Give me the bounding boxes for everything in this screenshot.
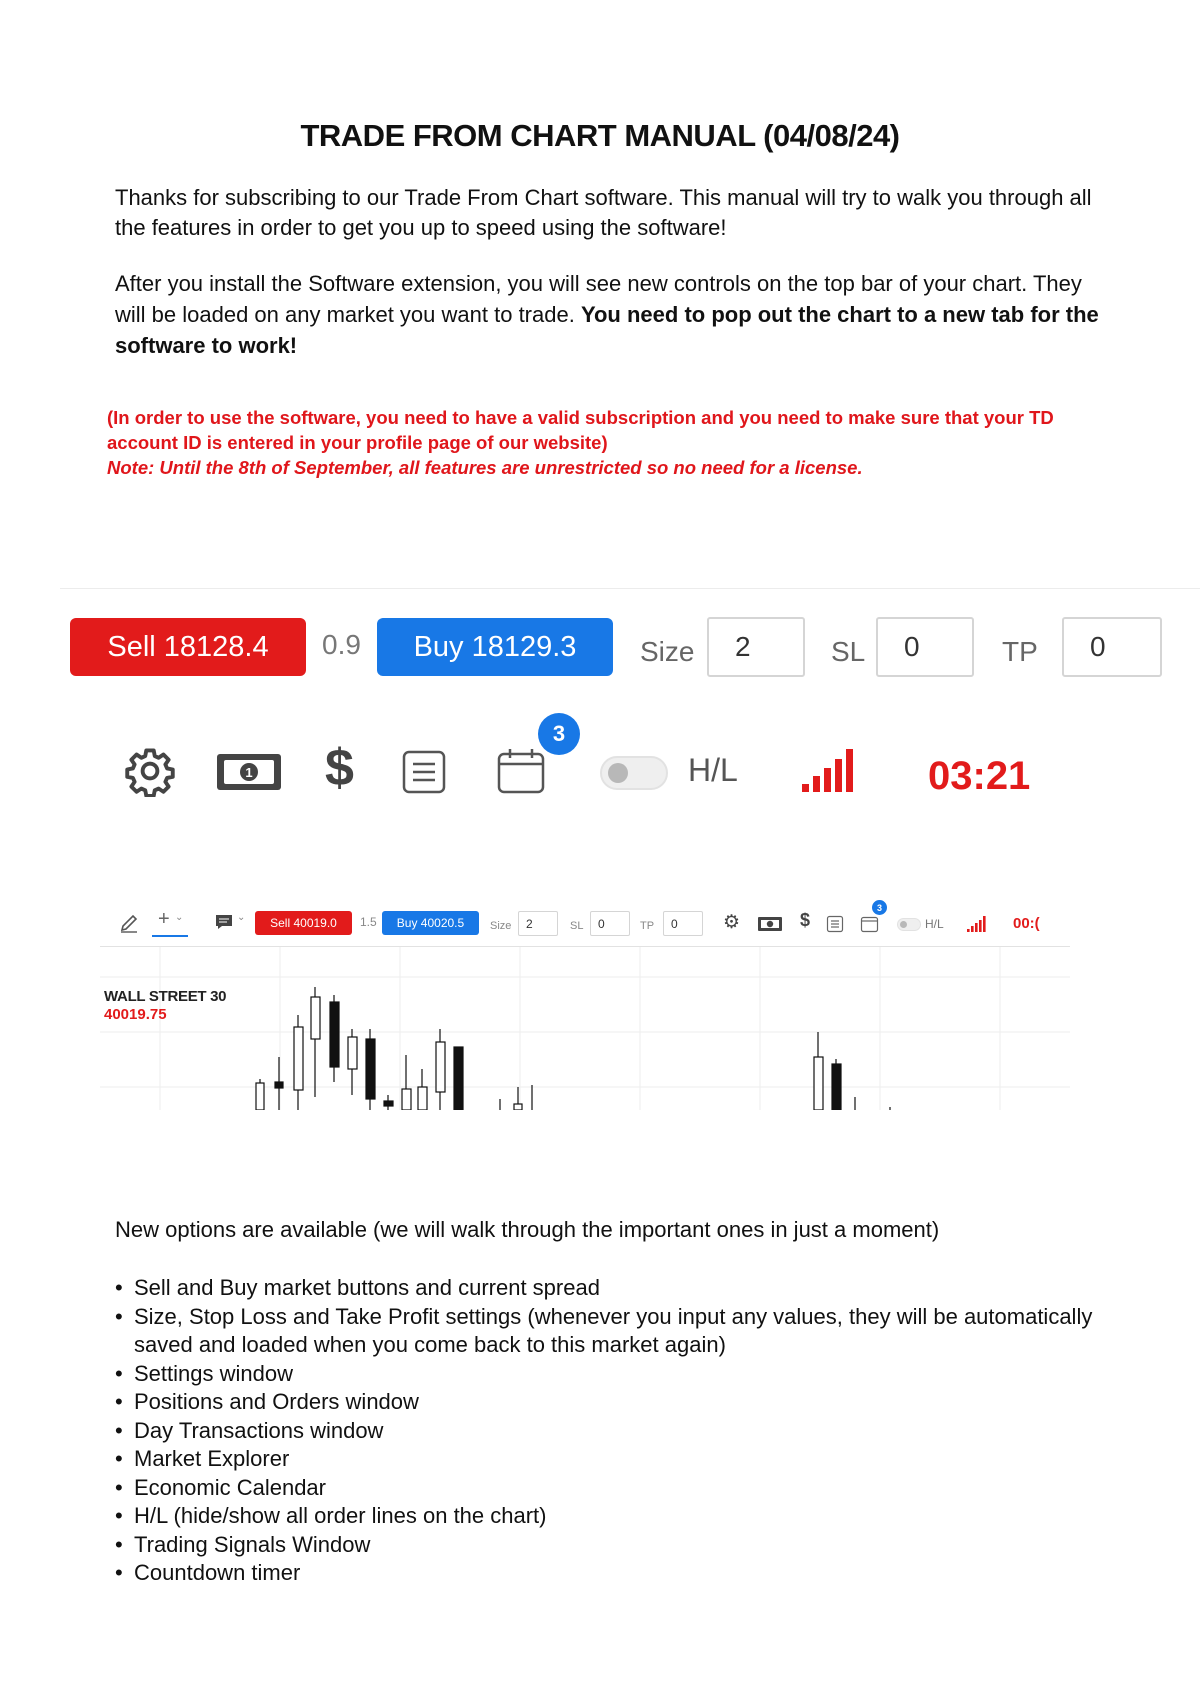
stop-loss-input[interactable]: 0: [876, 617, 974, 677]
gear-icon[interactable]: [124, 745, 176, 797]
svg-text:1: 1: [245, 765, 253, 780]
toggle-knob: [608, 763, 628, 783]
market-name: WALL STREET 30: [104, 988, 227, 1005]
mini-money-icon[interactable]: [757, 916, 783, 932]
countdown-timer: 03:21: [928, 754, 1031, 798]
pencil-icon[interactable]: [118, 912, 140, 934]
mini-calendar-icon[interactable]: [860, 914, 879, 933]
list-item: • Economic Calendar: [113, 1474, 1113, 1503]
license-notice: [107, 405, 1107, 480]
mini-sl-label: SL: [570, 920, 584, 932]
list-item: • Countdown timer: [113, 1559, 1113, 1588]
chevron-down-icon[interactable]: ⌄: [175, 912, 184, 923]
page-title: TRADE FROM CHART MANUAL (04/08/24): [300, 118, 900, 153]
sl-label: SL: [831, 636, 866, 667]
mini-spread: 1.5: [360, 915, 377, 929]
mini-size-input[interactable]: 2: [518, 911, 558, 936]
mini-gear-icon[interactable]: ⚙: [723, 912, 741, 933]
mini-tp-input[interactable]: 0: [663, 911, 703, 936]
mini-sell-button[interactable]: Sell 40019.0: [255, 911, 352, 935]
mini-list-icon[interactable]: [826, 915, 844, 933]
buy-button[interactable]: Buy 18129.3: [377, 618, 613, 676]
list-item: • Day Transactions window: [113, 1417, 1113, 1446]
signal-icon[interactable]: [800, 746, 860, 794]
mini-hl-label: H/L: [925, 917, 944, 931]
divider: [60, 588, 1200, 589]
mini-countdown: 00:(: [1013, 915, 1040, 932]
chart-screenshot: [100, 900, 1070, 1110]
hl-label: H/L: [688, 752, 738, 788]
active-tool-underline: [152, 935, 188, 937]
features-list: [113, 1274, 1113, 1588]
mini-size-label: Size: [490, 920, 512, 932]
mini-sl-input[interactable]: 0: [590, 911, 630, 936]
tp-label: TP: [1002, 636, 1038, 667]
license-notice-line2: Note: Until the 8th of September, all features are unrestricted so no need for a license.: [107, 457, 863, 478]
calendar-icon[interactable]: [495, 746, 547, 796]
money-icon[interactable]: [215, 750, 283, 794]
list-item: • Sell and Buy market buttons and current spread: [113, 1274, 1113, 1303]
license-notice-line1: (In order to use the software, you need to have a valid subscription and you need to make sure that your TD account ID is entered in your profile page of our website): [107, 407, 1054, 453]
list-item: • Trading Signals Window: [113, 1531, 1113, 1560]
calendar-badge: 3: [538, 713, 580, 755]
mini-signal-icon[interactable]: [966, 915, 988, 933]
list-item: • Settings window: [113, 1360, 1113, 1389]
sell-button[interactable]: Sell 18128.4: [70, 618, 306, 676]
mini-dollar-icon[interactable]: $: [800, 910, 811, 930]
list-item: • H/L (hide/show all order lines on the chart): [113, 1502, 1113, 1531]
spread-value: 0.9: [322, 629, 361, 660]
market-price: 40019.75: [104, 1006, 167, 1023]
install-bold-text: You need to pop out the chart to a new tab for the software to work!: [115, 302, 1099, 358]
candlestick-chart: [100, 947, 1070, 1110]
take-profit-input[interactable]: 0: [1062, 617, 1162, 677]
mini-calendar-badge: 3: [872, 900, 887, 915]
mini-toggle-knob: [900, 921, 907, 928]
comment-icon[interactable]: [215, 914, 235, 930]
mini-hl-toggle[interactable]: [897, 918, 921, 931]
install-paragraph: [115, 268, 1105, 361]
size-input[interactable]: 2: [707, 617, 805, 677]
dollar-icon[interactable]: $: [325, 739, 354, 797]
list-icon[interactable]: [400, 748, 448, 796]
mini-buy-button[interactable]: Buy 40020.5: [382, 911, 479, 935]
chevron-down-icon[interactable]: ⌄: [237, 912, 246, 923]
list-item: • Positions and Orders window: [113, 1388, 1113, 1417]
options-intro: New options are available (we will walk through the important ones in just a moment): [115, 1217, 940, 1242]
size-label: Size: [640, 636, 695, 667]
crosshair-icon[interactable]: +: [158, 908, 170, 930]
list-item: • Market Explorer: [113, 1445, 1113, 1474]
list-item: • Size, Stop Loss and Take Profit settings (whenever you input any values, they will be automatically saved and loaded when you come back to this market again): [113, 1303, 1113, 1360]
install-text: After you install the Software extension, you will see new controls on the top bar of your chart. They will be loaded on any market you want to trade.: [115, 271, 1082, 327]
mini-tp-label: TP: [640, 920, 655, 932]
intro-paragraph: Thanks for subscribing to our Trade From Chart software. This manual will try to walk you through all the features in order to get you up to speed using the software!: [115, 185, 1092, 240]
hl-toggle[interactable]: [600, 756, 668, 790]
